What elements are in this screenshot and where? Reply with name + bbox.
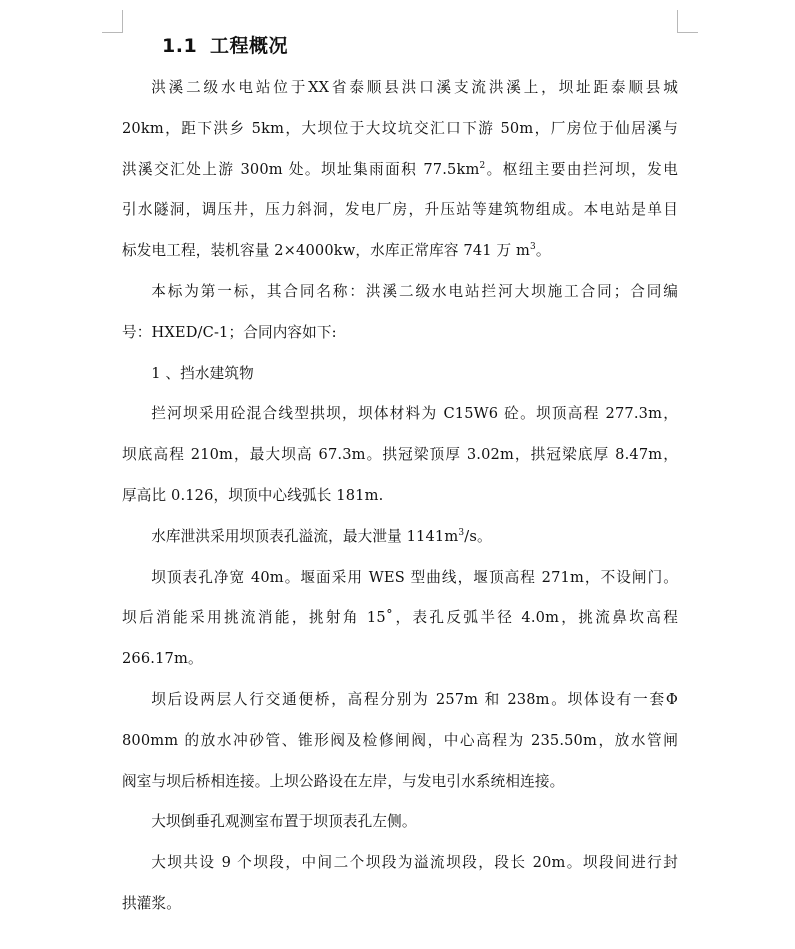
paragraph-line: 厚高比 0.126，坝顶中心线弧长 181m. (122, 486, 384, 504)
paragraph-line: 坝后设两层人行交通便桥，高程分别为 257m 和 238m。坝体设有一套Φ (151, 690, 678, 708)
paragraph-line: 20km，距下洪乡 5km，大坝位于大坟坑交汇口下游 50m，厂房位于仙居溪与 (122, 119, 678, 137)
paragraph-line: 大坝倒垂孔观测室布置于坝顶表孔左侧。 (151, 813, 417, 831)
paragraph-line: 坝顶表孔净宽 40m。堰面采用 WES 型曲线，堰顶高程 271m，不设闸门。 (151, 568, 678, 586)
paragraph-list (122, 68, 678, 925)
paragraph-line: 号：HXED/C-1；合同内容如下: (122, 323, 337, 341)
paragraph-line: 阀室与坝后桥相连接。上坝公路设在左岸，与发电引水系统相连接。 (122, 772, 565, 790)
paragraph-line: 坝底高程 210m，最大坝高 67.3m。拱冠梁顶厚 3.02m，拱冠梁底厚 8.47m， (122, 446, 678, 464)
superscript: 3 (530, 242, 536, 253)
section-heading (162, 28, 678, 68)
paragraph-line: 拦河坝采用砼混合线型拱坝，坝体材料为 C15W6 砼。坝顶高程 277.3m， (151, 405, 678, 423)
line-text: 。枢纽主要由拦河坝，发电 (485, 160, 678, 178)
paragraph-line: 引水隧洞，调压井，压力斜洞，发电厂房，升压站等建筑物组成。本电站是单目 (122, 201, 678, 219)
paragraph-line: 洪溪二级水电站位于XX省泰顺县洪口溪支流洪溪上，坝址距泰顺县城 (151, 79, 678, 96)
document-body (122, 28, 678, 925)
section-title: 工程概况 (210, 35, 289, 57)
paragraph-line (122, 150, 678, 191)
line-text: 洪溪交汇处上游 300m 处。坝址集雨面积 77.5km (122, 160, 480, 178)
line-text: 标发电工程，装机容量 2×4000kw，水库正常库容 741 万 m (122, 242, 531, 260)
section-number: 1.1 (162, 35, 198, 57)
crop-mark-top-left (102, 10, 123, 33)
paragraph-line: 本标为第一标，其合同名称：洪溪二级水电站拦河大坝施工合同；合同编 (151, 282, 678, 300)
paragraph-line: 拱灌浆。 (122, 894, 181, 912)
paragraph-line: 266.17m。 (122, 650, 203, 668)
line-text: /s。 (464, 527, 492, 545)
paragraph-line: 1 、挡水建筑物 (151, 364, 254, 382)
superscript: 3 (458, 527, 465, 538)
paragraph-line (122, 517, 678, 558)
paragraph-line: 坝后消能采用挑流消能，挑射角 15˚，表孔反弧半径 4.0m，挑流鼻坎高程 (122, 609, 678, 627)
crop-mark-top-right (677, 10, 698, 33)
line-text: 水库泄洪采用坝顶表孔溢流，最大泄量 1141m (151, 527, 459, 545)
paragraph-line (122, 231, 678, 272)
paragraph-line: 大坝共设 9 个坝段，中间二个坝段为溢流坝段，段长 20m。坝段间进行封 (151, 854, 678, 872)
line-text: 。 (535, 242, 551, 260)
paragraph-line: 800mm 的放水冲砂管、锥形阀及检修闸阀，中心高程为 235.50m，放水管闸 (122, 731, 678, 749)
superscript: 2 (479, 160, 486, 171)
